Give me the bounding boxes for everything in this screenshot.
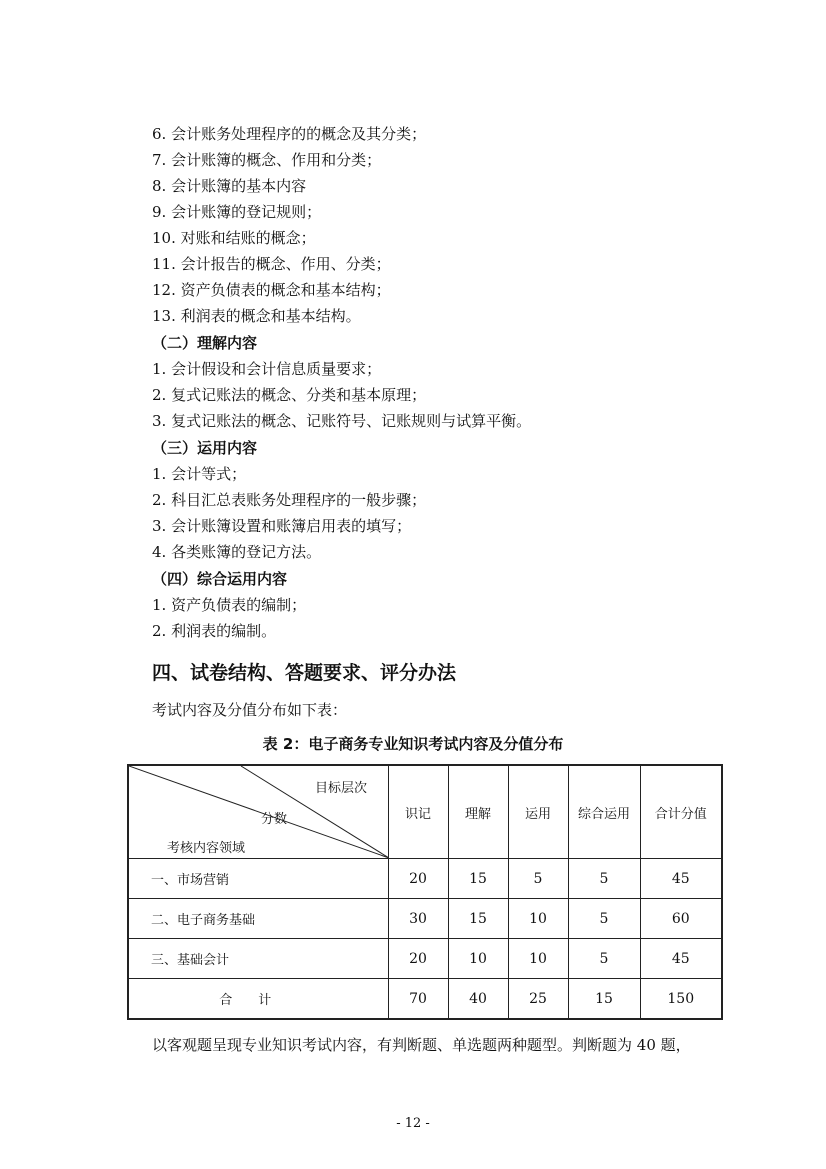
table-header-row: [128, 765, 722, 859]
list-item: 1. 会计等式；: [152, 465, 247, 483]
table-cell: 150: [640, 979, 722, 1020]
total-label: 合计: [128, 979, 388, 1020]
column-header: 合计分值: [640, 765, 722, 859]
column-header: 综合运用: [568, 765, 640, 859]
list-item: 2. 科目汇总表账务处理程序的一般步骤；: [152, 491, 427, 509]
diag-label-mid: 分数: [261, 812, 288, 827]
row-label: 二、电子商务基础: [128, 899, 388, 939]
column-header: 理解: [448, 765, 508, 859]
score-table-wrapper: [127, 764, 721, 1017]
table-cell: 20: [388, 859, 448, 899]
table-caption: 表 2：电子商务专业知识考试内容及分值分布: [262, 735, 564, 753]
row-label: 一、市场营销: [128, 859, 388, 899]
subsection-heading: （四）综合运用内容: [152, 570, 288, 588]
table-cell: 60: [640, 899, 722, 939]
list-item: 8. 会计账簿的基本内容: [152, 177, 307, 195]
table-cell: 20: [388, 939, 448, 979]
page-number: - 12 -: [396, 1116, 430, 1131]
list-item: 1. 资产负债表的编制；: [152, 596, 307, 614]
list-item: 11. 会计报告的概念、作用、分类；: [152, 255, 391, 273]
table-cell: 45: [640, 939, 722, 979]
section-title: 四、试卷结构、答题要求、评分办法: [152, 662, 457, 684]
diag-label-top: 目标层次: [315, 781, 368, 796]
table-row: [128, 899, 722, 939]
table-cell: 10: [448, 939, 508, 979]
table-cell: 25: [508, 979, 568, 1020]
list-item: 1. 会计假设和会计信息质量要求；: [152, 360, 382, 378]
table-cell: 5: [568, 939, 640, 979]
body-paragraph: 以客观题呈现专业知识考试内容，有判断题、单选题两种题型。判断题为 40 题，: [152, 1036, 691, 1054]
table-cell: 5: [508, 859, 568, 899]
table-cell: 40: [448, 979, 508, 1020]
intro-text: 考试内容及分值分布如下表：: [152, 701, 348, 719]
subsection-heading: （三）运用内容: [152, 439, 258, 457]
subsection-heading: （二）理解内容: [152, 334, 258, 352]
table-row: [128, 859, 722, 899]
table-row: [128, 939, 722, 979]
table-cell: 5: [568, 859, 640, 899]
diag-label-bottom: 考核内容领域: [167, 841, 246, 856]
list-item: 3. 会计账簿设置和账簿启用表的填写；: [152, 517, 412, 535]
list-item: 12. 资产负债表的概念和基本结构；: [152, 281, 391, 299]
column-header: 运用: [508, 765, 568, 859]
table-cell: 10: [508, 939, 568, 979]
list-item: 6. 会计账务处理程序的的概念及其分类；: [152, 125, 427, 143]
list-item: 10. 对账和结账的概念；: [152, 229, 316, 247]
table-cell: 15: [448, 859, 508, 899]
list-item: 4. 各类账簿的登记方法。: [152, 543, 322, 561]
score-table: [127, 764, 723, 1020]
diagonal-header-cell: [128, 765, 388, 859]
table-cell: 70: [388, 979, 448, 1020]
table-total-row: [128, 979, 722, 1020]
table-cell: 30: [388, 899, 448, 939]
table-cell: 15: [448, 899, 508, 939]
list-item: 3. 复式记账法的概念、记账符号、记账规则与试算平衡。: [152, 412, 532, 430]
column-header: 识记: [388, 765, 448, 859]
list-item: 7. 会计账簿的概念、作用和分类；: [152, 151, 382, 169]
table-cell: 5: [568, 899, 640, 939]
list-item: 2. 利润表的编制。: [152, 622, 277, 640]
table-cell: 15: [568, 979, 640, 1020]
row-label: 三、基础会计: [128, 939, 388, 979]
list-item: 13. 利润表的概念和基本结构。: [152, 307, 361, 325]
table-cell: 10: [508, 899, 568, 939]
list-item: 2. 复式记账法的概念、分类和基本原理；: [152, 386, 427, 404]
list-item: 9. 会计账簿的登记规则；: [152, 203, 322, 221]
table-cell: 45: [640, 859, 722, 899]
